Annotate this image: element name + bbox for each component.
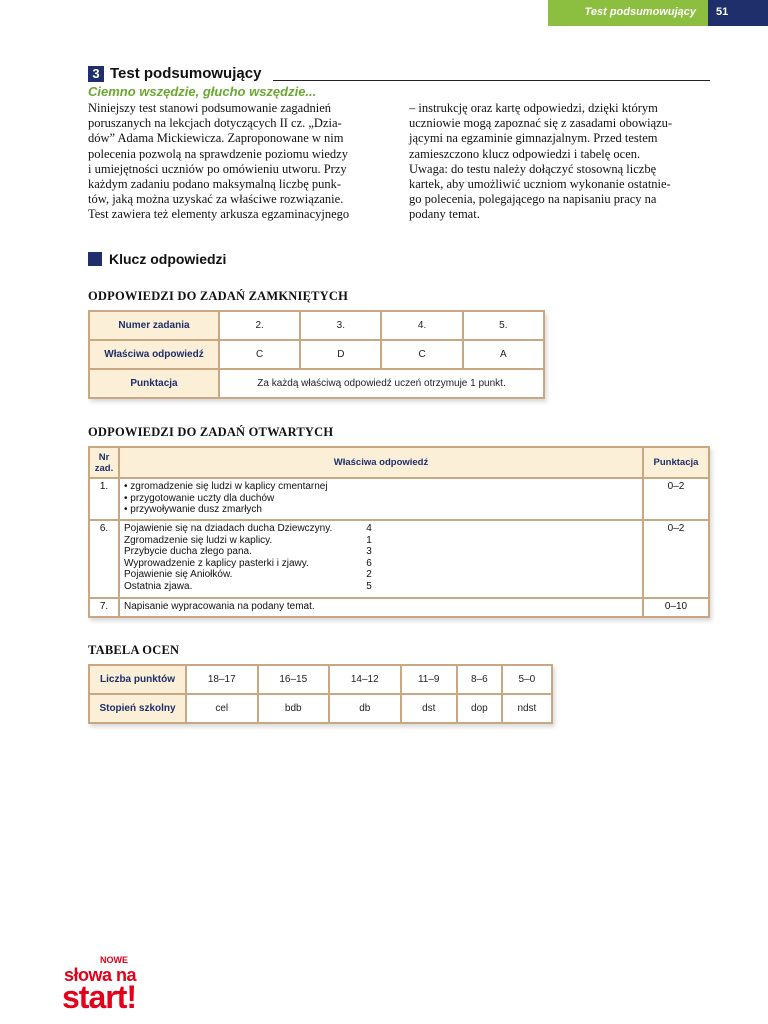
row-nr: 1.	[89, 478, 119, 520]
intro-line: kartek, aby umożliwić uczniom wykonanie ostatnie-	[409, 177, 671, 192]
klucz-title: Klucz odpowiedzi	[109, 251, 227, 267]
table-row	[89, 369, 544, 398]
intro-line: każdym zadaniu podano maksymalną liczbę punk-	[88, 177, 342, 192]
open-answers-heading: ODPOWIEDZI DO ZADAŃ OTWARTYCH	[88, 425, 334, 439]
intro-line: Uwaga: do testu należy dołączyć stosowną liczbę	[409, 161, 657, 176]
task-number: 5.	[463, 311, 544, 340]
answer-value: C	[381, 340, 462, 369]
ordering-value: 6	[366, 557, 372, 569]
grade-value: dst	[401, 694, 457, 723]
bullet-item: • przygotowanie uczty dla duchów	[124, 492, 275, 504]
table-row	[89, 694, 552, 723]
row-label-scoring: Punktacja	[89, 369, 219, 398]
bullet-item: • zgromadzenie się ludzi w kaplicy cmentarnej	[124, 481, 328, 492]
ordering-value: 5	[366, 580, 372, 592]
answer-cell	[119, 478, 643, 520]
row-nr: 6.	[89, 520, 119, 598]
grade-value: cel	[186, 694, 258, 723]
header-title: Test podsumowujący	[584, 6, 696, 18]
intro-column-2	[409, 101, 709, 223]
answer-cell: Napisanie wypracowania na podany temat.	[119, 598, 643, 617]
ordering-item: Pojawienie się na dziadach ducha Dziewczyny.	[124, 523, 333, 534]
row-label-answer: Właściwa odpowiedź	[89, 340, 219, 369]
ordering-value: 1	[366, 534, 372, 546]
answer-value: C	[219, 340, 300, 369]
header-band	[548, 0, 708, 26]
header-answer: Właściwa odpowiedź	[119, 447, 643, 478]
points-range: 14–12	[329, 665, 401, 694]
logo-line-slowa: słowa na	[64, 965, 137, 985]
row-points: 0–10	[643, 598, 709, 617]
ordering-value: 2	[366, 569, 372, 580]
intro-line: poruszanych na lekcjach dotyczących II cz. „Dzia-	[88, 116, 342, 131]
intro-column-1	[88, 101, 388, 223]
grade-value: bdb	[258, 694, 330, 723]
section-subtitle: Ciemno wszędzie, głucho wszędzie...	[88, 84, 317, 99]
table-row	[89, 478, 709, 520]
page-number: 51	[716, 6, 729, 18]
row-points: 0–2	[643, 478, 709, 520]
intro-line: go polecenia, polegającego na napisaniu pracy na	[409, 192, 657, 207]
row-label-number: Numer zadania	[89, 311, 219, 340]
header-nr: Nr zad.	[89, 447, 119, 478]
intro-line: jącymi na egzaminie gimnazjalnym. Przed testem	[409, 131, 658, 146]
klucz-square-icon	[88, 252, 102, 266]
ordering-item: Wyprowadzenie z kaplicy pasterki i zjawy.	[124, 557, 309, 569]
publisher-logo	[60, 955, 152, 1015]
scoring-note: Za każdą właściwą odpowiedź uczeń otrzymuje 1 punkt.	[219, 369, 544, 398]
section-rule	[273, 80, 710, 81]
grade-value: ndst	[502, 694, 552, 723]
table-row	[89, 311, 544, 340]
section-title: Test podsumowujący	[110, 65, 262, 82]
ordering-item: Zgromadzenie się ludzi w kaplicy.	[124, 534, 273, 546]
grade-value: db	[329, 694, 401, 723]
ordering-item: Przybycie ducha złego pana.	[124, 546, 252, 557]
row-label-points: Liczba punktów	[89, 665, 186, 694]
intro-line: – instrukcję oraz kartę odpowiedzi, dzięki którym	[409, 101, 658, 115]
row-points: 0–2	[643, 520, 709, 598]
ordering-item: Pojawienie się Aniołków.	[124, 569, 233, 580]
table-row	[89, 598, 709, 617]
points-range: 11–9	[401, 665, 457, 694]
intro-line: zamieszczono klucz odpowiedzi i tabelę ocen.	[409, 146, 641, 161]
table-row	[89, 340, 544, 369]
row-nr: 7.	[89, 598, 119, 617]
intro-line: tów, jaką można uzyskać za właściwe rozwiązanie.	[88, 192, 344, 207]
points-range: 5–0	[502, 665, 552, 694]
ordering-item: Ostatnia zjawa.	[124, 580, 193, 592]
task-number: 4.	[381, 311, 462, 340]
intro-line: polecenia pozwolą na sprawdzenie poziomu wiedzy	[88, 146, 348, 161]
points-range: 8–6	[457, 665, 502, 694]
answer-cell	[119, 520, 643, 598]
intro-line: uczniowie mogą zapoznać się z zasadami obowiązu-	[409, 116, 673, 131]
ordering-value: 4	[366, 523, 372, 534]
intro-line: i umiejętności uczniów po omówieniu utworu. Przy	[88, 161, 347, 176]
row-label-grade: Stopień szkolny	[89, 694, 186, 723]
intro-line: dów” Adama Mickiewicza. Zaproponowane w nim	[88, 131, 344, 146]
open-answers-table	[88, 446, 710, 618]
task-number: 3.	[300, 311, 381, 340]
points-range: 16–15	[258, 665, 330, 694]
page-number-box	[708, 0, 768, 26]
intro-line: podany temat.	[409, 207, 480, 222]
ordering-list	[124, 523, 638, 592]
section-number: 3	[88, 66, 104, 82]
logo-line-nowe: NOWE	[100, 955, 128, 965]
intro-line: Test zawiera też elementy arkusza egzaminacyjnego	[88, 207, 350, 222]
closed-answers-table	[88, 310, 545, 399]
answer-value: D	[300, 340, 381, 369]
points-range: 18–17	[186, 665, 258, 694]
table-row	[89, 665, 552, 694]
header-points: Punktacja	[643, 447, 709, 478]
grades-table	[88, 664, 553, 724]
logo-line-start: start!	[62, 979, 137, 1015]
table-row	[89, 447, 709, 478]
task-number: 2.	[219, 311, 300, 340]
intro-line: Niniejszy test stanowi podsumowanie zagadnień	[88, 101, 331, 115]
grade-value: dop	[457, 694, 502, 723]
grades-heading: TABELA OCEN	[88, 643, 180, 657]
table-row	[89, 520, 709, 598]
ordering-value: 3	[366, 546, 372, 557]
answer-value: A	[463, 340, 544, 369]
closed-answers-heading: ODPOWIEDZI DO ZADAŃ ZAMKNIĘTYCH	[88, 289, 349, 303]
bullet-item: • przywoływanie dusz zmarłych	[124, 504, 262, 515]
